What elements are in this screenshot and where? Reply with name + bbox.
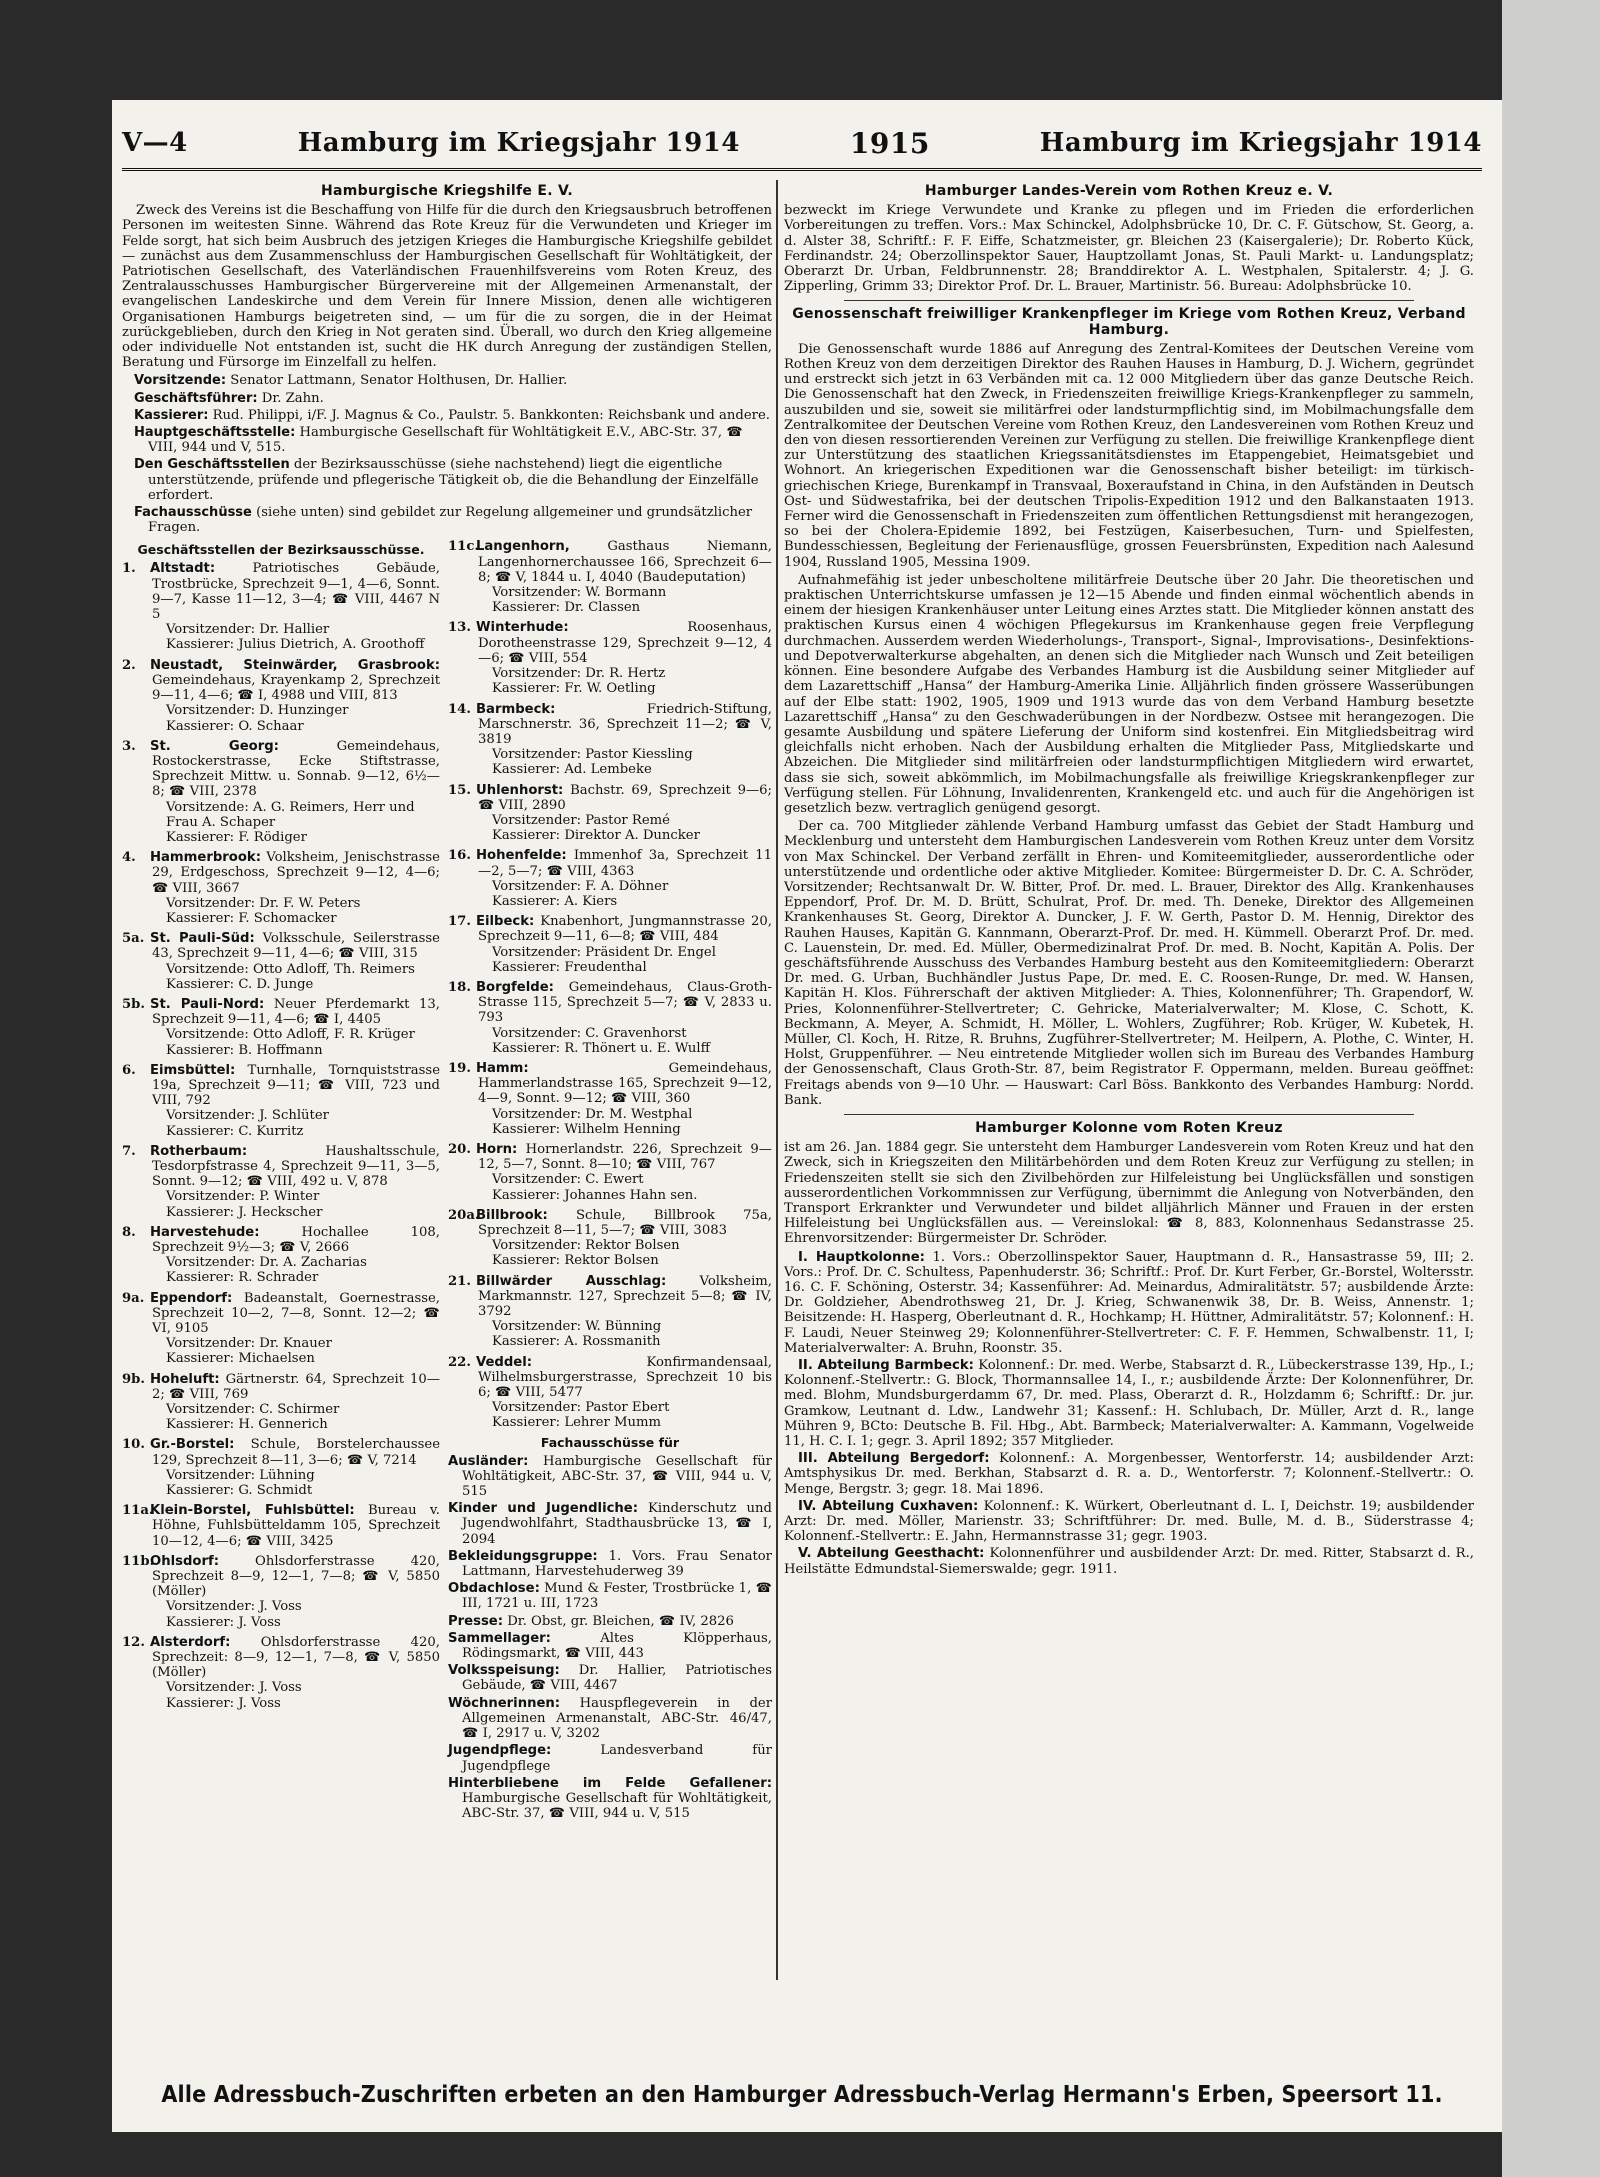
district-heading (122, 1291, 440, 1337)
district-officer: Kassierer: Lehrer Mumm (492, 1415, 661, 1431)
district-number: 3. (122, 738, 136, 754)
division-name: II. Abteilung Barmbeck: (798, 1358, 974, 1374)
district-officer: Kassierer: Julius Dietrich, A. Groothoff (166, 637, 425, 653)
committee-entry (448, 1776, 772, 1822)
district-heading (448, 1142, 772, 1172)
district-heading (448, 848, 772, 878)
district-officer: Kassierer: Direktor A. Duncker (492, 828, 700, 844)
district-address: Friedrich-Stiftung, Marschnerstr. 36, Sprechzeit 11—2; ☎ V, 3819 (478, 701, 772, 747)
district-number: 12. (122, 1634, 145, 1650)
district-name: Gr.-Borstel: (150, 1437, 235, 1453)
division-details: Kolonnenf.: K. Würkert, Oberleutnant d. L. I, Deichstr. 19; ausbildender Arzt: Dr. med. Möller, Marienstr. 33; Schriftführer: Dr. med. Bulle, M. d. B., Süderstrasse 4; Kolonnenf.-Stellvertr.: E. Jahn, Hermannstrasse 31; gegr. 1903. (784, 1498, 1474, 1545)
divider (844, 1114, 1414, 1115)
district-entry (122, 931, 440, 992)
district-address: Gärtnerstr. 64, Sprechzeit 10—2; ☎ VIII, 769 (152, 1371, 440, 1402)
officer-label: Fachausschüsse (134, 505, 252, 521)
committee-name: Ausländer: (448, 1453, 529, 1469)
division-name: III. Abteilung Bergedorf: (798, 1451, 990, 1467)
district-entry (448, 702, 772, 778)
district-officer: Vorsitzender: Dr. Knauer (166, 1336, 332, 1352)
division-entry (784, 1499, 1474, 1545)
division-details: Kolonnenf.: A. Morgenbesser, Wentorferstr. 14; ausbildender Arzt: Amtsphysikus Dr. med. Berkhan, Stabsarzt d. R. a. D., Wentorferstr. 7; Kolonnenf.-Stellvertr.: O. Menge, Bergstr. 3; gegr. 18. Mai 1896. (784, 1451, 1474, 1497)
district-heading (122, 1144, 440, 1190)
district-name: Hammerbrook: (150, 850, 261, 866)
committee-name: Sammellager: (448, 1630, 551, 1646)
district-entry (448, 980, 772, 1056)
committee-address: Kinderschutz und Jugendwohlfahrt, Stadthausbrücke 13, ☎ I, 2094 (462, 1501, 772, 1547)
committee-name: Wöchnerinnen: (448, 1695, 561, 1711)
district-address: Neuer Pferdemarkt 13, Sprechzeit 9—11, 4—6; ☎ I, 4405 (152, 996, 440, 1028)
district-officer: Vorsitzende: Otto Adloff, F. R. Krüger (166, 1027, 415, 1043)
district-officer: Kassierer: A. Kiers (492, 893, 618, 909)
committee-name: Volksspeisung: (448, 1663, 560, 1679)
district-number: 19. (448, 1060, 471, 1076)
district-name: Uhlenhorst: (476, 782, 564, 798)
district-entry (448, 620, 772, 696)
district-address: Volksschule, Seilerstrasse 43, Sprechzeit 9—11, 4—6; ☎ VIII, 315 (152, 931, 440, 962)
district-number: 16. (448, 848, 471, 864)
genossenschaft-verband: Der ca. 700 Mitglieder zählende Verband Hamburg umfasst das Gebiet der Stadt Hamburg und Mecklenburg und untersteht dem Hamburgischen Landesverein vom Rothen Kreuz unter dem Vorsitz von Max Schinckel. Der Verband zerfällt in Ehren- und Komiteemitglieder, ausserordentliche oder unterstützende und ordentliche oder aktive Mitglieder. Komitee: Bürgermeister D. Dr. C. A. Schröder, Vorsitzender; Rechtsanwalt Dr. W. Bitter, Prof. Dr. med. L. Brauer, Direktor des Allg. Krankenhauses Eppendorf, Prof. Dr. M. D. Brütt, Schulrat, Prof. Dr. med. Th. Deneke, Direktor des Allgemeinen Krankenhauses St. Georg, Direktor A. Duncker, J. F. W. Gerth, Pastor D. M. Hennig, Direktor des Rauhen Hauses, Kapitän G. Kannmann, Oberarzt-Prof. Dr. med. H. Kümmell. Oberarzt Prof. Dr. med. C. Lauenstein, Dr. med. Ed. Müller, Obermedizinalrat Prof. Dr. med. B. Nocht, Kapitän A. Polis. Der geschäftsführende Ausschuss des Verbandes Hamburg besteht aus den Komiteemitgliedern: Oberarzt Dr. med. G. Urban, Buchhändler Justus Pape, Dr. med. E. C. Roosen-Runge, Dr. med. W. Hansen, Kapitän H. Klos. Führerschaft der aktiven Mitglieder: A. Thies, Kolonnenführer; Th. Grapendorf, W. Pries, Kolonnenführer-Stellvertreter; C. Gehricke, Materialverwalter; M. Klose, C. Schott, K. Beckmann, A. Meyer, A. Schmidt, H. Möller, L. Wohlers, Zugführer; Rob. Krüger, W. Kubetek, H. Müller, Cl. Koch, H. Ritze, R. Bruhns, Zugführer-Stellvertreter; M. Heilpern, A. Plothe, C. Winter, H. Holst, Gruppenführer. — Neu eintretende Mitglieder wollen sich im Bureau des Verbandes Hamburg der Genossenschaft, Claus Groth-Str. 87, beim Registrator F. Oppermann, melden. Bureau geöffnet: Freitags abends von 9—10 Uhr. — Hauswart: Carl Böss. Bankkonto des Verbandes Hamburg: Nordd. Bank. (784, 819, 1474, 1108)
section-title-kolonne: Hamburger Kolonne vom Roten Kreuz (975, 1119, 1283, 1136)
district-address: Volksheim, Jenischstrasse 29, Erdgeschoss, Sprechzeit 9—12, 4—6; ☎ VIII, 3667 (152, 850, 440, 896)
district-officer: Kassierer: Ad. Lembeke (492, 762, 652, 778)
district-name: Altstadt: (150, 561, 216, 577)
district-entry (122, 1554, 440, 1630)
district-officer: Kassierer: B. Hoffmann (166, 1042, 323, 1058)
district-number: 14. (448, 701, 471, 717)
committee-name: Jugendpflege: (448, 1743, 552, 1759)
officer-text: Dr. Zahn. (257, 390, 324, 406)
district-number: 22. (448, 1354, 471, 1370)
district-heading (122, 931, 440, 961)
district-name: Veddel: (476, 1354, 533, 1370)
committee-address: Altes Klöpperhaus, Rödingsmarkt, ☎ VIII, 443 (462, 1630, 772, 1662)
district-address: Bachstr. 69, Sprechzeit 9—6; ☎ VIII, 2890 (478, 782, 772, 813)
district-entry (448, 783, 772, 844)
district-address: Bureau v. Höhne, Fuhlsbütteldamm 105, Sprechzeit 10—12, 4—6; ☎ VIII, 3425 (152, 1503, 441, 1549)
district-address: Schule, Billbrook 75a, Sprechzeit 8—11, 5—7; ☎ VIII, 3083 (478, 1207, 772, 1238)
district-heading (122, 1063, 440, 1109)
district-heading (122, 1372, 440, 1402)
officer-text: der Bezirksausschüsse (siehe nachstehend) liegt die eigentliche unterstützende, prüfende und pflegerische Tätigkeit ob, die die Behandlung der Einzelfälle erfordert. (148, 457, 759, 503)
district-number: 17. (448, 914, 471, 930)
district-name: Rotherbaum: (150, 1143, 248, 1159)
district-officer: Kassierer: Freudenthal (492, 959, 647, 975)
district-officer: Kassierer: Dr. Classen (492, 600, 641, 616)
committee-name: Hinterbliebene im Felde Gefallener: (448, 1775, 772, 1791)
committee-name: Obdachlose: (448, 1581, 540, 1597)
division-entry (784, 1546, 1474, 1576)
district-officer: Vorsitzender: P. Winter (166, 1189, 320, 1205)
district-officer: Vorsitzender: J. Schlüter (166, 1108, 329, 1124)
section-title-kriegshilfe: Hamburgische Kriegshilfe E. V. (321, 183, 573, 199)
district-heading (448, 783, 772, 813)
district-officer: Kassierer: O. Schaar (166, 718, 304, 734)
district-officer: Vorsitzender: Präsident Dr. Engel (492, 944, 716, 960)
page-number: V—4 (122, 128, 188, 158)
district-entry (122, 1144, 440, 1220)
district-number: 11a. (122, 1503, 154, 1519)
district-officer: Vorsitzender: Pastor Kiessling (492, 747, 693, 763)
officer-label: Vorsitzende: (134, 373, 227, 389)
district-number: 15. (448, 782, 471, 798)
district-address: Volksheim, Markmannstr. 127, Sprechzeit 5—8; ☎ IV, 3792 (478, 1273, 772, 1320)
officer-entry (122, 408, 772, 423)
district-number: 5a. (122, 931, 145, 947)
district-officer: Vorsitzender: J. Voss (166, 1680, 302, 1696)
officers-list (122, 373, 772, 535)
officer-text: Senator Lattmann, Senator Holthusen, Dr. Hallier. (226, 373, 568, 389)
district-entry (122, 658, 440, 734)
committee-address: Hamburgische Gesellschaft für Wohltätigkeit, ABC-Str. 37, ☎ VIII, 944 u. V, 515 (462, 1790, 772, 1822)
directory-page (112, 100, 1502, 2132)
committee-entry (448, 1549, 772, 1579)
district-officer: Kassierer: Johannes Hahn sen. (492, 1187, 698, 1203)
committee-address: Hamburgische Gesellschaft für Wohltätigkeit, ABC-Str. 37, ☎ VIII, 944 u. V, 515 (462, 1453, 772, 1500)
district-number: 7. (122, 1143, 136, 1159)
committee-address: Hauspflegeverein in der Allgemeinen Armenanstalt, ABC-Str. 46/47, ☎ I, 2917 u. V, 3202 (462, 1695, 772, 1742)
district-name: Ohlsdorf: (150, 1553, 219, 1569)
officer-label: Hauptgeschäftsstelle: (134, 425, 296, 441)
district-officer: Vorsitzender: Dr. R. Hertz (492, 666, 666, 682)
district-entry (122, 739, 440, 845)
district-name: Hoheluft: (150, 1371, 220, 1387)
district-entry (448, 914, 772, 975)
district-officer: Kassierer: J. Voss (166, 1614, 281, 1630)
kolonne-text: ist am 26. Jan. 1884 gegr. Sie untersteht dem Hamburger Landesverein vom Roten Kreuz und hat den Zweck, sich in Kriegszeiten den Militärbehörden und dem Roten Kreuz zur Verfügung zu stellen; in Friedenszeiten stellt sie sich den Zivilbehörden zur Hilfeleistung bei Unglücksfällen und sonstigen ausserordentlichen Vorkommnissen zur Verfügung, übernimmt die Anlegung von Notverbänden, den Transport Erkrankter und Verwundeter und bildet alljährlich Männer und Frauen in der ersten Hilfeleistung bei Unglücksfällen aus. — Vereinslokal: ☎ 8, 883, Kolonnenhaus Sedanstrasse 25. Ehrenvorsitzender: Bürgermeister Dr. Schröder. (784, 1140, 1474, 1247)
district-name: Horn: (476, 1141, 518, 1157)
district-officer: Vorsitzender: F. A. Döhner (492, 878, 669, 894)
district-heading (448, 980, 772, 1026)
district-heading (122, 1554, 440, 1600)
district-entry (448, 1142, 772, 1203)
district-officer: Vorsitzender: W. Bormann (492, 585, 667, 601)
district-name: Eppendorf: (150, 1290, 233, 1306)
kolonne-divisions (784, 1250, 1474, 1577)
district-officer: Vorsitzender: Dr. A. Zacharias (166, 1255, 367, 1271)
left-column (122, 182, 772, 1823)
district-name: Eilbeck: (476, 914, 535, 930)
officer-entry (122, 373, 772, 388)
district-officer: Kassierer: C. D. Junge (166, 976, 314, 992)
district-officer: Vorsitzender: Pastor Remé (492, 812, 670, 828)
district-address: Hochallee 108, Sprechzeit 9½—3; ☎ V, 2666 (152, 1224, 440, 1255)
district-heading (122, 561, 440, 622)
district-heading (122, 997, 440, 1027)
officer-text: Hamburgische Gesellschaft für Wohltätigkeit E.V., ABC-Str. 37, ☎ VIII, 944 und V, 515. (148, 425, 743, 456)
district-address: Gemeindehaus, Rostockerstrasse, Ecke Stiftstrasse, Sprechzeit Mittw. u. Sonnab. 9—12, 6½—8; ☎ VIII, 2378 (152, 738, 440, 800)
committee-entry (448, 1454, 772, 1500)
committee-entry (448, 1743, 772, 1773)
district-officer: Vorsitzender: Dr. M. Westphal (492, 1106, 693, 1122)
district-address: Ohlsdorferstrasse 420, Sprechzeit: 8—9, 12—1, 7—8, ☎ V, 5850 (Möller) (152, 1634, 440, 1681)
district-officer: Vorsitzender: Rektor Bolsen (492, 1238, 680, 1254)
district-number: 4. (122, 850, 136, 866)
district-officer: Kassierer: J. Heckscher (166, 1204, 323, 1220)
district-address: Schule, Borstelerchaussee 129, Sprechzeit 8—11, 3—6; ☎ V, 7214 (152, 1437, 440, 1468)
district-entry (448, 1355, 772, 1431)
district-address: Hornerlandstr. 226, Sprechzeit 9—12, 5—7, Sonnt. 8—10; ☎ VIII, 767 (478, 1141, 772, 1173)
district-address: Turnhalle, Tornquiststrasse 19a, Sprechzeit 9—11; ☎ VIII, 723 und VIII, 792 (152, 1062, 440, 1109)
district-heading (122, 658, 440, 704)
district-heading (122, 1225, 440, 1255)
division-details: Kolonnenführer und ausbildender Arzt: Dr. med. Ritter, Stabsarzt d. R., Heilstätte Edmundstal-Siemerswalde; gegr. 1911. (784, 1546, 1474, 1577)
division-name: I. Hauptkolonne: (798, 1249, 925, 1265)
district-officer: Vorsitzender: Dr. F. W. Peters (166, 895, 361, 911)
committee-name: Bekleidungsgruppe: (448, 1548, 598, 1564)
division-details: 1. Vors.: Oberzollinspektor Sauer, Hauptmann d. R., Hansastrasse 59, III; 2. Vors.: Prof. Dr. C. Schultess, Papenhuderstr. 36; Schriftf.: Prof. Dr. Kurt Ferber, Gr.-Borstel, Woltersstr. 16. C. F. Schöning, Osterstr. 34; Kassenführer: Ad. Meinardus, Admiralitätstr. 57; ausbildende Ärzte: Dr. Goldzieher, Abendrothsweg 21, Dr. J. Krieg, Schwanenwik 38, Dr. B. Weiss, Annenstr. 1; Beisitzende: H. Hasperg, Oberleutnant d. R., Hochkamp; H. Hüttner, Admiralitätstr. 57; Kolonnenf.: H. F. Laudi, Neuer Steinweg 29; Kolonnenführer-Stellvertreter: C. F. F. Hemmen, Schwalbenstr. 11, I; Materialverwalter: A. Bruhn, Roonstr. 35. (784, 1249, 1474, 1356)
kriegshilfe-intro: Zweck des Vereins ist die Beschaffung von Hilfe für die durch den Kriegsausbruch betroffenen Personen im weitesten Sinne. Während das Rote Kreuz für die Verwundeten und Krieger im Felde sorgt, hat sich beim Ausbruch des jetzigen Krieges die Hamburgische Kriegshilfe gebildet — zunächst aus dem Zusammenschluss der Hamburgischen Gesellschaft für Wohltätigkeit, der Patriotischen Gesellschaft, des Vaterländischen Frauenhilfsvereins vom Roten Kreuz, des Zentralausschusses Hamburgischer Bürgervereine mit der Allgemeinen Armenanstalt, der evangelischen Landeskirche und dem Verein für Innere Mission, denen alle wichtigeren Organisationen Hamburgs beigetreten sind, — um für die zu sorgen, die in der Heimat zurückgeblieben, durch den Krieg in Not geraten sind. Überall, wo durch den Krieg allgemeine oder individuelle Not entstanden ist, sucht die HK durch Anregung der zuständigen Stellen, Beratung und Fürsorge im Einzelfall zu helfen. (122, 203, 772, 371)
district-name: Hohenfelde: (476, 848, 567, 864)
district-entry (448, 848, 772, 909)
column-divider (776, 180, 778, 1980)
district-heading (448, 702, 772, 748)
district-officer: Kassierer: Fr. W. Oetling (492, 681, 656, 697)
district-number: 21. (448, 1273, 471, 1289)
district-name: St. Pauli-Nord: (150, 996, 265, 1012)
running-title-right: Hamburg im Kriegsjahr 1914 (1039, 128, 1482, 158)
publisher-footer: Alle Adressbuch-Zuschriften erbeten an den Hamburger Adressbuch-Verlag Hermann's Erben, Speersort 11. (161, 2082, 1443, 2108)
district-entry (122, 850, 440, 926)
district-heading (122, 1437, 440, 1467)
page-header (122, 118, 1482, 171)
district-number: 6. (122, 1062, 136, 1078)
districts-column-a (122, 539, 440, 1823)
committee-name: Kinder und Jugendliche: (448, 1501, 639, 1517)
officer-entry (122, 457, 772, 503)
scan-edge (1502, 0, 1600, 2177)
district-number: 5b. (122, 996, 145, 1012)
divider (844, 300, 1414, 301)
district-name: Langenhorn, (476, 539, 570, 555)
district-officer: Vorsitzende: Otto Adloff, Th. Reimers (166, 961, 415, 977)
district-officer: Kassierer: R. Schrader (166, 1270, 319, 1286)
district-address: Konfirmandensaal, Wilhelmsburgerstrasse, Sprechzeit 10 bis 6; ☎ VIII, 5477 (478, 1354, 772, 1401)
running-title-left: Hamburg im Kriegsjahr 1914 (297, 128, 740, 158)
genossenschaft-history: Die Genossenschaft wurde 1886 auf Anregung des Zentral-Komitees der Deutschen Vereine vom Rothen Kreuz von dem derzeitigen Direktor des Rauhen Hauses in Hamburg, D. J. Wichern, gegründet und erstreckt sich jetzt in 63 Verbänden mit ca. 12 000 Mitgliedern über das ganze Deutsche Reich. Die Genossenschaft hat den Zweck, in Friedenszeiten freiwillige Kriegs-Krankenpfleger zu sammeln, auszubilden und sie, soweit sie militärfrei oder landsturmpflichtig sind, im Mobilmachungsfalle dem Zentralkomitee der Deutschen Vereine vom Rothen Kreuz, den Landesvereinen vom Rothen Kreuz und den von diesen ressortierenden Vereinen zur Verfügung zu stellen. Die freiwillige Krankenpflege dient zur Unterstützung des staatlichen Kriegssanitätsdienstes im Etappengebiet, Heimatsgebiet und Wohnort. An kriegerischen Expeditionen war die Genossenschaft bisher beteiligt: im türkisch-griechischen Kriege, Burenkampf in Transvaal, Boxeraufstand in China, in den Aufständen in Deutsch Ost- und Südwestafrika, bei der deutschen Tripolis-Expedition 1912 und den Balkanstaaten 1913. Ferner wird die Genossenschaft in Friedenszeiten zum öffentlichen Rettungsdienst mit herangezogen, so bei der Cholera-Epidemie 1892, bei Festzügen, Kaiserbesuchen, Turn- und Spielfesten, Bundesschiessen, Begleitung der Ferienausflüge, grossen Feuersbrünsten, Expedition nach Aalesund 1904, Russland 1905, Messina 1909. (784, 341, 1474, 570)
district-name: Winterhude: (476, 620, 569, 636)
officer-entry (122, 505, 772, 535)
district-officer: Vorsitzender: C. Gravenhorst (492, 1025, 687, 1041)
district-number: 1. (122, 561, 136, 577)
district-officer: Vorsitzender: C. Schirmer (166, 1402, 340, 1418)
district-address: Gemeindehaus, Claus-Groth-Strasse 115, Sprechzeit 5—7; ☎ V, 2833 u. 793 (478, 979, 772, 1026)
district-entry (122, 1063, 440, 1139)
section-title-genossenschaft: Genossenschaft freiwilliger Krankenpfleger im Kriege vom Rothen Kreuz, Verband Hamburg. (792, 306, 1466, 338)
district-address: Gasthaus Niemann, Langenhornerchaussee 166, Sprechzeit 6—8; ☎ V, 1844 u. I, 4040 (Baudeputation) (478, 539, 772, 585)
district-officer: Kassierer: C. Kurritz (166, 1123, 304, 1139)
section-title-landesverein: Hamburger Landes-Verein vom Rothen Kreuz e. V. (924, 183, 1334, 199)
committee-address: 1. Vors. Frau Senator Lattmann, Harvestehuderweg 39 (462, 1548, 772, 1580)
committee-entry (448, 1501, 772, 1547)
district-entry (122, 1503, 440, 1549)
district-heading (122, 850, 440, 896)
district-officer: Kassierer: F. Schomacker (166, 910, 337, 926)
district-heading (448, 1274, 772, 1320)
district-name: Klein-Borstel, Fuhlsbüttel: (150, 1503, 355, 1519)
district-number: 18. (448, 979, 471, 995)
landesverein-text: bezweckt im Kriege Verwundete und Kranke zu pflegen und im Frieden die erforderlichen Vorbereitungen zu treffen. Vors.: Max Schinckel, Adolphsbrücke 10, Dr. C. F. Gütschow, St. Georg, a. d. Alster 38, Schriftf.: F. F. Eiffe, Schatzmeister, gr. Bleichen 23 (Kaisergalerie); Dr. Roberto Kück, Ferdinandstr. 24; Oberzollinspektor Sauer, Hauptzollamt Jonas, St. Pauli Markt- u. Landungsplatz; Oberarzt Dr. Urban, Feldbrunnenstr. 28; Branddirektor A. L. Westphalen, Spitalerstr. 4; J. G. Zipperling, Grimm 33; Direktor Prof. Dr. L. Brauer, Martinistr. 56. Bureau: Adolphsbrücke 10. (784, 203, 1474, 295)
committee-name: Presse: (448, 1613, 504, 1629)
district-address: Gemeindehaus, Hammerlandstrasse 165, Sprechzeit 9—12, 4—9, Sonnt. 9—12; ☎ VIII, 360 (478, 1060, 772, 1107)
district-name: Alsterdorf: (150, 1634, 231, 1650)
district-officer: Kassierer: G. Schmidt (166, 1483, 313, 1499)
district-entry (122, 1372, 440, 1433)
district-officer: Vorsitzender: Pastor Ebert (492, 1400, 670, 1416)
district-entry (122, 1437, 440, 1498)
officer-text: (siehe unten) sind gebildet zur Regelung allgemeiner und grundsätzlicher Fragen. (148, 505, 753, 536)
districts-area (122, 539, 772, 1823)
district-officer: Kassierer: Rektor Bolsen (492, 1253, 659, 1269)
division-entry (784, 1451, 1474, 1497)
district-officer: Vorsitzender: W. Bünning (492, 1319, 662, 1335)
district-officer: Kassierer: F. Rödiger (166, 829, 307, 845)
district-number: 9b. (122, 1371, 145, 1387)
genossenschaft-membership: Aufnahmefähig ist jeder unbescholtene militärfreie Deutsche über 20 Jahr. Die theoretischen und praktischen Unterrichtskurse umfassen je 12—15 Abende und finden einmal wöchentlich abends in einem der hiesigen Krankenhäuser unter Leitung eines Arztes statt. Die Mitglieder können anstatt des praktischen Kursus einen 4 wöchigen Pflegekursus im Krankenhause gegen freie Verpflegung durchmachen. Ausserdem werden Wiederholungs-, Transport-, Signal-, Improvisations-, Desinfektions- und Depotverwalterkurse abgehalten, an denen sich die Mitglieder nach Wunsch und Zeit beteiligen können. Eine besondere Aufgabe des Verbandes Hamburg ist die Ausbildung seiner Mitglieder auf dem Lazarettschiff „Hansa“ der Hamburg-Amerika Linie. Alljährlich finden grössere Wasserübungen auf der Elbe statt: 1902, 1905, 1909 und 1913 wurde das von dem Verband Hamburg besetzte Lazarettschiff „Hansa“ zu den Geschwaderübungen in der Nordbezw. Ostsee mit herangezogen. Die gesamte Ausbildung und spätere Lieferung der Uniform sind kostenfrei. Ein Mitgliedsbeitrag wird gleichfalls nicht erhoben. Nach der Ausbildung erhalten die Mitglieder Pass, Mitgliedskarte und Abzeichen. Die Mitglieder sind militärfreien oder landsturmpflichtigen Mitgliedern wird erwartet, dass sie sich, soweit abkömmlich, im Mobilmachungsfalle als freiwillige Kriegskrankenpfleger zur Verfügung stellen. Für Löhnung, Invalidenrenten, Krankengeld etc. und auch für die Angehörigen ist gesetzlich bezw. vertraglich genügend gesorgt. (784, 572, 1474, 816)
officer-entry (122, 391, 772, 406)
district-entry (122, 1291, 440, 1367)
district-officer: Vorsitzender: J. Voss (166, 1599, 302, 1615)
district-address: Gemeindehaus, Krayenkamp 2, Sprechzeit 9—11, 4—6; ☎ I, 4988 und VIII, 813 (152, 672, 440, 704)
committee-entry (448, 1631, 772, 1661)
district-officer: Kassierer: Wilhelm Henning (492, 1121, 681, 1137)
committee-entry (448, 1581, 772, 1611)
district-address: Roosenhaus, Dorotheenstrasse 129, Sprechzeit 9—12, 4—6; ☎ VIII, 554 (478, 620, 772, 666)
committee-address: Landesverband für Jugendpflege (462, 1743, 772, 1774)
districts-subhead: Geschäftsstellen der Bezirksausschüsse. (137, 542, 425, 558)
division-name: IV. Abteilung Cuxhaven: (798, 1498, 979, 1514)
committee-address: Dr. Obst, gr. Bleichen, ☎ IV, 2826 (503, 1613, 734, 1629)
district-number: 10. (122, 1437, 145, 1453)
district-entry (448, 1274, 772, 1350)
district-entry (122, 1225, 440, 1286)
division-entry (784, 1250, 1474, 1356)
district-name: Barmbeck: (476, 701, 556, 717)
committee-address: Dr. Hallier, Patriotisches Gebäude, ☎ VIII, 4467 (462, 1663, 772, 1694)
district-address: Immenhof 3a, Sprechzeit 11—2, 5—7; ☎ VIII, 4363 (478, 848, 772, 879)
district-number: 2. (122, 657, 136, 673)
officer-entry (122, 425, 772, 455)
district-heading (448, 1208, 772, 1238)
district-number: 20. (448, 1141, 471, 1157)
officer-text: Rud. Philippi, i/F. J. Magnus & Co., Paulstr. 5. Bankkonten: Reichsbank und andere. (208, 407, 770, 423)
district-heading (448, 1061, 772, 1107)
district-heading (448, 620, 772, 666)
district-number: 11c. (448, 539, 479, 555)
district-heading (122, 1635, 440, 1681)
districts-column-b (448, 539, 772, 1823)
district-entry (122, 561, 440, 652)
district-address: Badeanstalt, Goernestrasse, Sprechzeit 10—2, 7—8, Sonnt. 12—2; ☎ VI, 9105 (152, 1290, 440, 1337)
district-officer: Kassierer: A. Rossmanith (492, 1334, 661, 1350)
committee-address: Mund & Fester, Trostbrücke 1, ☎ III, 1721 u. III, 1723 (462, 1581, 772, 1612)
division-entry (784, 1358, 1474, 1449)
committee-entry (448, 1614, 772, 1629)
committee-entry (448, 1663, 772, 1693)
district-officer: Vorsitzende: A. G. Reimers, Herr und Frau A. Schaper (166, 799, 415, 830)
district-address: Haushaltsschule, Tesdorpfstrasse 4, Sprechzeit 9—11, 3—5, Sonnt. 9—12; ☎ VIII, 492 u. V, 878 (152, 1143, 440, 1190)
district-name: Hamm: (476, 1060, 529, 1076)
district-name: Harvestehude: (150, 1224, 260, 1240)
district-entry (122, 1635, 440, 1711)
committees-subhead: Fachausschüsse für (540, 1434, 680, 1450)
division-details: Kolonnenf.: Dr. med. Werbe, Stabsarzt d. R., Lübeckerstrasse 139, Hp., I.; Kolonnenf.-Stellvertr.: G. Block, Thormannsallee 14, I., r.; ausbildende Ärzte: Der Kolonnenführer, Dr. med. Blohm, Mundsburgerdamm 67, Dr. med. Plass, Oberarzt d. R., Holzdamm 6; Schriftf.: Dr. jur. Gramkow, Leutnant d. Ldw., Landwehr 31; Kassenf.: H. Schlubach, Dr. Müller, Arzt d. R., lange Mühren 9, BCto: Deutsche B. Fil. Hbg., Abt. Barmbeck; Materialverwalter: A. Kammann, Vogelweide 11, H. C. I. 1; gegr. 3. April 1892; 357 Mitglieder. (784, 1358, 1474, 1450)
district-address: Knabenhort, Jungmannstrasse 20, Sprechzeit 9—11, 6—8; ☎ VIII, 484 (478, 914, 772, 945)
district-entry (122, 997, 440, 1058)
district-number: 11b. (122, 1553, 155, 1569)
district-entry (448, 1208, 772, 1269)
district-entry (448, 1061, 772, 1137)
officer-label: Geschäftsführer: (134, 390, 258, 406)
district-officer: Vorsitzender: C. Ewert (492, 1172, 644, 1188)
district-name: Eimsbüttel: (150, 1062, 236, 1078)
officer-label: Den Geschäftsstellen (134, 457, 290, 473)
district-number: 9a. (122, 1290, 145, 1306)
district-number: 20a. (448, 1207, 480, 1223)
right-column (784, 182, 1474, 1579)
district-heading (448, 914, 772, 944)
district-heading (122, 1503, 440, 1549)
district-name: Billwärder Ausschlag: (476, 1273, 667, 1289)
district-entry (448, 539, 772, 615)
district-heading (448, 539, 772, 585)
district-address: Ohlsdorferstrasse 420, Sprechzeit 8—9, 12—1, 7—8; ☎ V, 5850 (Möller) (152, 1553, 440, 1600)
district-name: Neustadt, Steinwärder, Grasbrook: (150, 657, 440, 673)
district-officer: Kassierer: Michaelsen (166, 1351, 315, 1367)
district-name: Borgfelde: (476, 979, 554, 995)
committee-entry (448, 1696, 772, 1742)
district-officer: Vorsitzender: Lühning (166, 1467, 315, 1483)
district-number: 13. (448, 620, 471, 636)
district-name: St. Pauli-Süd: (150, 931, 255, 947)
division-name: V. Abteilung Geesthacht: (798, 1546, 985, 1562)
district-name: Billbrook: (476, 1207, 548, 1223)
district-officer: Kassierer: H. Gennerich (166, 1417, 328, 1433)
district-name: St. Georg: (150, 738, 279, 754)
district-officer: Kassierer: R. Thönert u. E. Wulff (492, 1040, 710, 1056)
district-heading (122, 739, 440, 800)
district-number: 8. (122, 1224, 136, 1240)
district-officer: Vorsitzender: D. Hunzinger (166, 703, 349, 719)
district-officer: Kassierer: J. Voss (166, 1695, 281, 1711)
officer-label: Kassierer: (134, 407, 209, 423)
district-address: Patriotisches Gebäude, Trostbrücke, Sprechzeit 9—1, 4—6, Sonnt. 9—7, Kasse 11—12, 3—4; ☎ VIII, 4467 N 5 (152, 561, 440, 623)
district-heading (448, 1355, 772, 1401)
district-officer: Vorsitzender: Dr. Hallier (166, 622, 330, 638)
page-year: 1915 (849, 126, 930, 160)
